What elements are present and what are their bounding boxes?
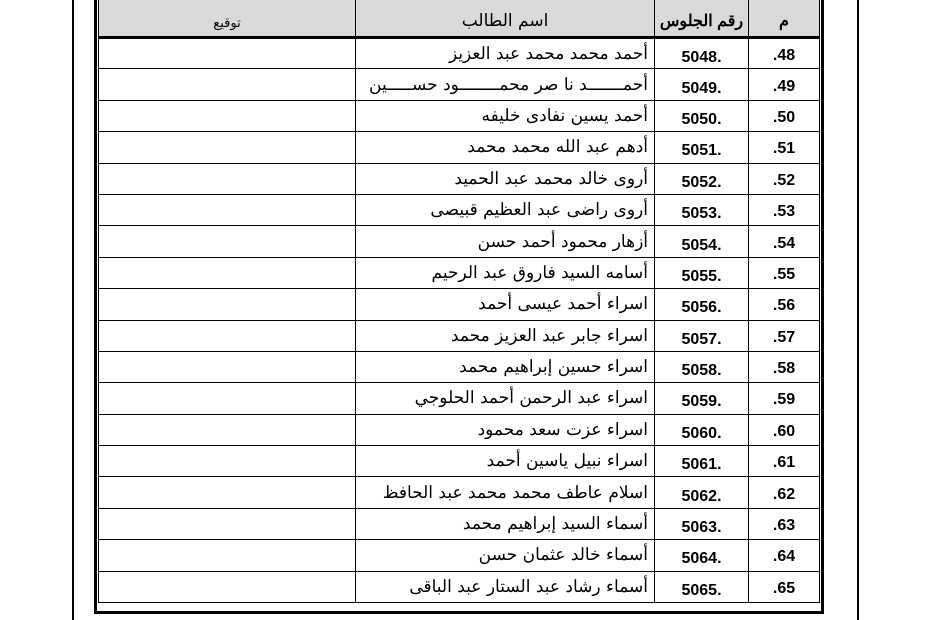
row-signature-cell (99, 257, 356, 288)
row-seat-number: .5065 (655, 571, 749, 602)
row-signature-cell (99, 477, 356, 508)
row-index: 50. (749, 100, 820, 131)
row-student-name: اسراء أحمد عيسى أحمد (356, 289, 655, 320)
row-signature-cell (99, 383, 356, 414)
row-student-name: أدهم عبد الله محمد محمد (356, 132, 655, 163)
table-row (99, 571, 820, 602)
row-index: 52. (749, 163, 820, 194)
table-row (99, 320, 820, 351)
row-index: 60. (749, 414, 820, 445)
row-signature-cell (99, 38, 356, 69)
row-signature-cell (99, 446, 356, 477)
table-row (99, 100, 820, 131)
row-signature-cell (99, 163, 356, 194)
row-student-name: أسماء خالد عثمان حسن (356, 540, 655, 571)
row-index: 61. (749, 446, 820, 477)
row-seat-number: .5055 (655, 257, 749, 288)
row-student-name: اسلام عاطف محمد محمد عبد الحافظ (356, 477, 655, 508)
table-row (99, 446, 820, 477)
table-row (99, 383, 820, 414)
row-index: 64. (749, 540, 820, 571)
row-index: 48. (749, 38, 820, 69)
row-index: 54. (749, 226, 820, 257)
table-row (99, 508, 820, 539)
row-index: 65. (749, 571, 820, 602)
row-student-name: أحمـــــــد نا صر محمــــــــود حســـــين (356, 69, 655, 100)
row-signature-cell (99, 571, 356, 602)
header-seat-number: رقم الجلوس (655, 0, 749, 38)
row-signature-cell (99, 540, 356, 571)
row-seat-number: .5051 (655, 132, 749, 163)
table-row (99, 194, 820, 225)
row-seat-number: .5064 (655, 540, 749, 571)
row-seat-number: .5058 (655, 351, 749, 382)
students-table (98, 0, 820, 603)
row-student-name: اسراء عزت سعد محمود (356, 414, 655, 445)
row-seat-number: .5048 (655, 38, 749, 69)
row-student-name: أروى راضى عبد العظيم قبيصى (356, 194, 655, 225)
row-signature-cell (99, 226, 356, 257)
page-border-left (72, 0, 74, 620)
row-seat-number: .5053 (655, 194, 749, 225)
row-signature-cell (99, 414, 356, 445)
header-student-name: اسم الطالب (356, 0, 655, 38)
row-index: 55. (749, 257, 820, 288)
row-seat-number: .5049 (655, 69, 749, 100)
row-student-name: أسماء رشاد عبد الستار عبد الباقى (356, 571, 655, 602)
row-signature-cell (99, 194, 356, 225)
row-index: 57. (749, 320, 820, 351)
row-signature-cell (99, 289, 356, 320)
table-row (99, 69, 820, 100)
row-signature-cell (99, 351, 356, 382)
row-index: 49. (749, 69, 820, 100)
row-student-name: أحمد محمد محمد عبد العزيز (356, 38, 655, 69)
page-border-right (857, 0, 859, 620)
row-seat-number: .5062 (655, 477, 749, 508)
row-index: 51. (749, 132, 820, 163)
row-index: 56. (749, 289, 820, 320)
table-row (99, 38, 820, 69)
table-row (99, 132, 820, 163)
row-index: 58. (749, 351, 820, 382)
row-seat-number: .5056 (655, 289, 749, 320)
row-seat-number: .5050 (655, 100, 749, 131)
row-seat-number: .5054 (655, 226, 749, 257)
table-row (99, 540, 820, 571)
table-header-row (99, 0, 820, 38)
table-row (99, 257, 820, 288)
row-student-name: اسراء نبيل ياسين أحمد (356, 446, 655, 477)
row-index: 53. (749, 194, 820, 225)
row-signature-cell (99, 508, 356, 539)
table-row (99, 226, 820, 257)
row-seat-number: .5060 (655, 414, 749, 445)
row-signature-cell (99, 320, 356, 351)
row-student-name: اسراء حسين إبراهيم محمد (356, 351, 655, 382)
row-student-name: أسامه السيد فاروق عبد الرحيم (356, 257, 655, 288)
row-seat-number: .5057 (655, 320, 749, 351)
row-signature-cell (99, 100, 356, 131)
row-student-name: أسماء السيد إبراهيم محمد (356, 508, 655, 539)
row-seat-number: .5059 (655, 383, 749, 414)
table-row (99, 289, 820, 320)
row-student-name: أروى خالد محمد عبد الحميد (356, 163, 655, 194)
row-signature-cell (99, 132, 356, 163)
header-index: م (749, 0, 820, 38)
row-index: 59. (749, 383, 820, 414)
row-signature-cell (99, 69, 356, 100)
row-student-name: أحمد يسين نفادى خليفه (356, 100, 655, 131)
row-student-name: اسراء عبد الرحمن أحمد الحلوجي (356, 383, 655, 414)
row-seat-number: .5061 (655, 446, 749, 477)
table-row (99, 351, 820, 382)
row-seat-number: .5063 (655, 508, 749, 539)
row-student-name: أزهار محمود أحمد حسن (356, 226, 655, 257)
table-row (99, 163, 820, 194)
row-seat-number: .5052 (655, 163, 749, 194)
row-student-name: اسراء جابر عبد العزيز محمد (356, 320, 655, 351)
row-index: 62. (749, 477, 820, 508)
table-row (99, 477, 820, 508)
table-row (99, 414, 820, 445)
row-index: 63. (749, 508, 820, 539)
header-signature: توقيع (99, 0, 356, 38)
